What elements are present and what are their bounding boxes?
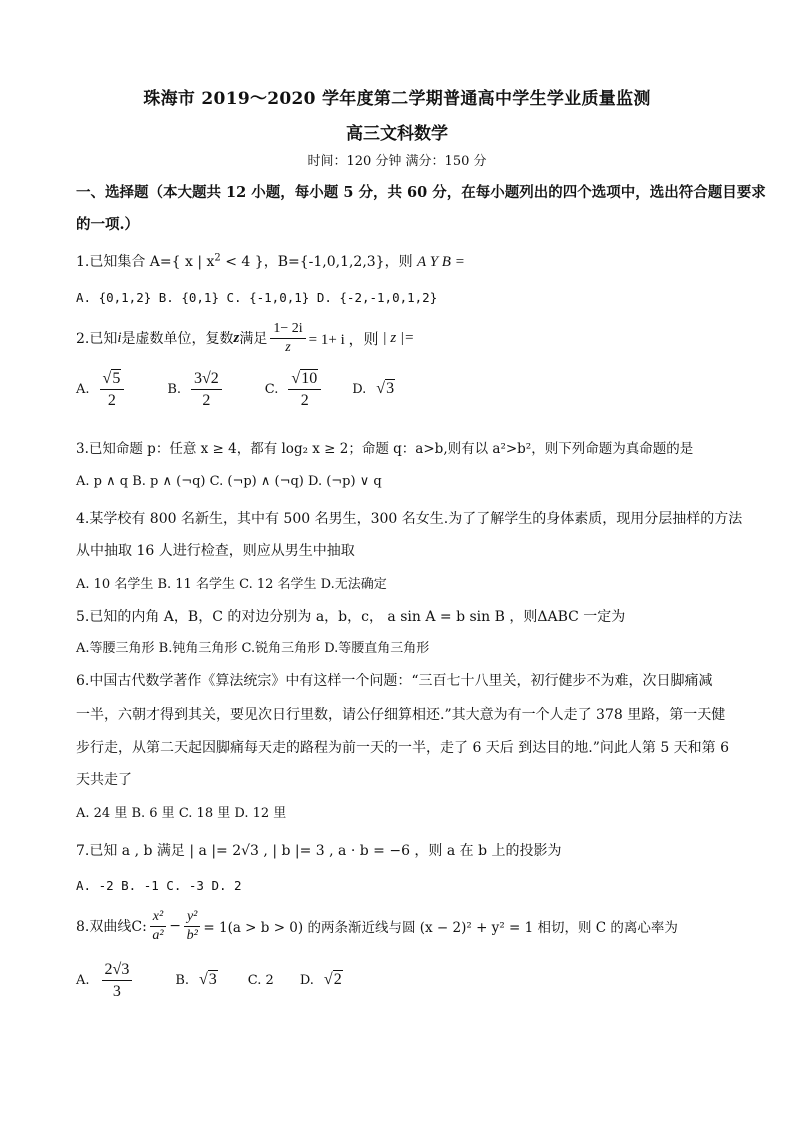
exam-subtitle: 高三文科数学 (346, 124, 448, 144)
sqrt-icon: √5 (102, 369, 121, 387)
q2-fraction (270, 320, 305, 357)
q2-text-e: | z |= (382, 329, 415, 346)
q8-opt-a-label: A. (76, 972, 90, 988)
q2-i: i (117, 329, 122, 346)
sqrt-icon: √2 (323, 971, 342, 988)
q2-frac-den: z (285, 339, 291, 355)
q2-opt-a-frac (100, 368, 125, 411)
q2-text-c: 满足 (239, 331, 268, 347)
question-6-line1: 6.中国古代数学著作《算法统宗》中有这样一个问题：“三百七十八里关，初行健步不为难，次日脚痛减 (76, 673, 713, 689)
sqrt-icon: √3 (376, 380, 395, 397)
q2-text-b: 是虚数单位，复数 (121, 331, 234, 347)
q8-frac-y (184, 908, 200, 945)
question-4-options: A. 10 名学生 B. 11 名学生 C. 12 名学生 D.无法确定 (76, 577, 387, 592)
q2-opt-b-num: 3√2 (191, 368, 222, 390)
q1-math: A Y B = (417, 254, 465, 270)
q1-sup: 2 (214, 252, 221, 264)
q2-opt-c-label: C. (264, 381, 279, 397)
q8-opt-a-frac (102, 959, 133, 1002)
q8-frac-x (150, 908, 166, 945)
question-1-options: A. {0,1,2} B. {0,1} C. {-1,0,1} D. {-2,-1,0,1,2} (76, 290, 438, 305)
section-heading: 一、选择题（本大题共 12 小题，每小题 5 分，共 60 分，在每小题列出的四个选项中，选出符合题目要求 (76, 184, 766, 201)
question-5-stem: 5.已知的内角 A，B，C 的对边分别为 a，b，c， a sin A = b sin B ，则ΔABC 一定为 (76, 609, 626, 625)
q2-opt-c-den: 2 (300, 391, 309, 409)
q2-text-a: 2.已知 (76, 331, 118, 347)
time-info: 时间：120 分钟 满分：150 分 (307, 154, 487, 169)
q2-frac-num: 1− 2i (270, 320, 305, 339)
question-3-stem: 3.已知命题 p：任意 x ≥ 4，都有 log₂ x ≥ 2；命题 q：a>b,则有以 a²>b²，则下列命题为真命题的是 (76, 441, 694, 457)
question-6-options: A. 24 里 B. 6 里 C. 18 里 D. 12 里 (76, 806, 287, 821)
question-3-options: A. p ∧ q B. p ∧ (¬q) C. (¬p) ∧ (¬q) D. (¬p) ∨ q (76, 474, 382, 489)
question-1-stem (76, 251, 736, 271)
q8-x2: x² (150, 908, 166, 927)
question-2-options (76, 366, 736, 412)
q2-opt-d-val: 3 (386, 380, 395, 397)
sqrt-icon: √10 (291, 369, 318, 387)
q8-opt-d-label: D. (299, 972, 314, 988)
q2-text-d: = 1+ i ，则 (308, 331, 379, 348)
q8-opt-d-val: 2 (333, 971, 342, 988)
q8-y2: y² (184, 908, 200, 927)
q2-opt-b-den: 2 (202, 391, 211, 409)
question-8-stem (76, 904, 736, 948)
q2-opt-b-label: B. (167, 381, 181, 397)
q2-opt-c-num: 10 (301, 369, 318, 387)
question-4-line2: 从中抽取 16 人进行检查，则应从男生中抽取 (76, 543, 355, 559)
q8-b2: b² (186, 927, 198, 943)
q2-z: z (233, 329, 240, 346)
q2-opt-a-den: 2 (107, 391, 116, 409)
q2-opt-b-frac (191, 368, 222, 411)
q8-opt-a-num: 2√3 (102, 959, 133, 981)
q8-opt-b-label: B. (175, 972, 189, 988)
question-8-options (76, 956, 736, 1004)
question-7-options: A. -2 B. -1 C. -3 D. 2 (76, 878, 242, 893)
question-6-line2: 一半，六朝才得到其关，要见次日行里数，请公仔细算相还.”其大意为有一个人走了 378 里路，第一天健 (76, 707, 726, 723)
q2-opt-d-label: D. (352, 381, 367, 397)
q8-opt-b-val: 3 (208, 971, 217, 988)
question-6-line3: 步行走，从第二天起因脚痛每天走的路程为前一天的一半，走了 6 天后 到达目的地.”问此人第 5 天和第 6 (76, 740, 730, 756)
q2-opt-a-num: 5 (112, 369, 121, 387)
section-heading-cont: 的一项.） (76, 216, 140, 233)
q8-minus: − (169, 918, 181, 934)
question-7-stem: 7.已知 a , b 满足 | a |= 2√3 , | b |= 3 , a · b = −6 ，则 a 在 b 上的投影为 (76, 843, 562, 859)
q1-text-b: < 4 }，B={-1,0,1,2,3}，则 (220, 254, 413, 270)
question-4-line1: 4.某学校有 800 名新生，其中有 500 名男生，300 名女生.为了了解学生的身体素质，现用分层抽样的方法 (76, 511, 743, 527)
q2-opt-a-label: A. (76, 381, 90, 397)
q8-opt-c: C. 2 (247, 972, 274, 988)
question-2-stem (76, 318, 736, 358)
exam-title: 珠海市 2019～2020 学年度第二学期普通高中学生学业质量监测 (143, 89, 651, 109)
q8-text-a: 8.双曲线C: (76, 919, 147, 935)
q2-opt-c-frac (288, 368, 321, 411)
q8-a2: a² (152, 927, 164, 943)
q8-opt-a-den: 3 (112, 982, 121, 1000)
question-6-line4: 天共走了 (76, 772, 132, 788)
q1-text-a: 1.已知集合 A={ x | x (76, 254, 215, 270)
question-5-options: A.等腰三角形 B.钝角三角形 C.锐角三角形 D.等腰直角三角形 (76, 641, 430, 656)
sqrt-icon: √3 (199, 971, 217, 988)
q8-text-b: = 1(a > b > 0) 的两条渐近线与圆 (x − 2)² + y² = 1 相切，则 C 的离心率为 (203, 920, 678, 936)
